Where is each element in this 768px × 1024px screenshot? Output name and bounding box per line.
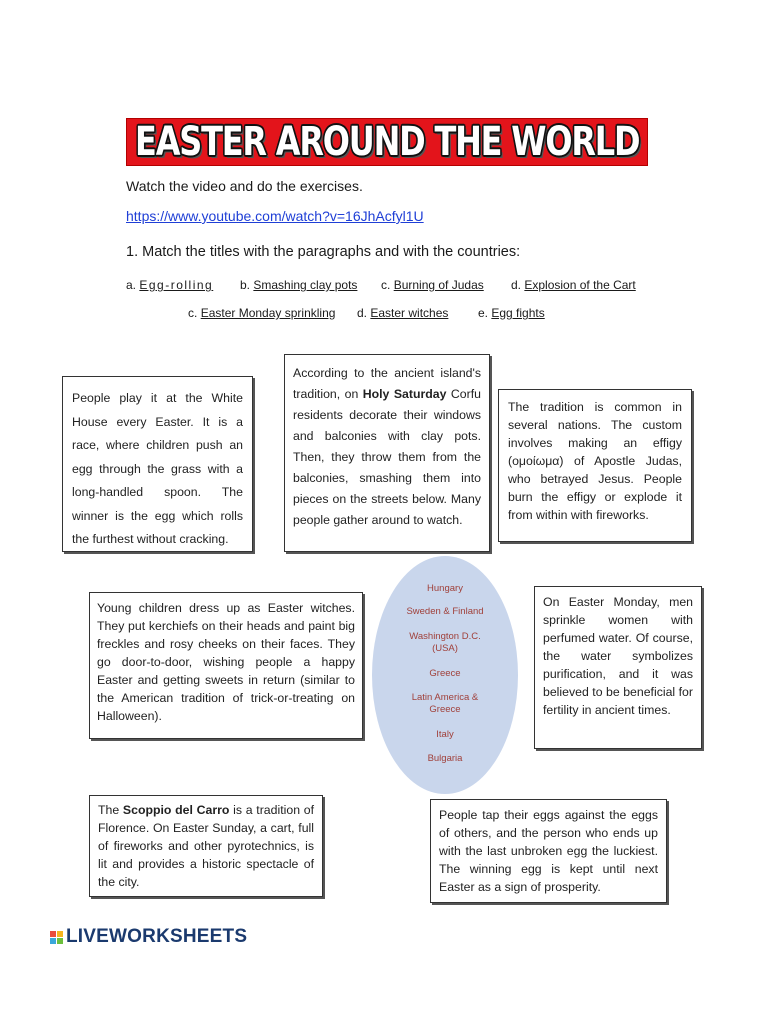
country-washington: Washington D.C. [409,631,481,642]
option-label-egg-rolling: Egg-rolling [139,278,214,292]
paragraph-text: The [98,803,123,817]
option-label-explosion-of-the-cart: Explosion of the Cart [524,278,636,292]
logo-text: LIVEWORKSHEETS [66,926,248,947]
video-link[interactable]: https://www.youtube.com/watch?v=16JhAcfyl1U [126,208,424,224]
option-label-easter-witches: Easter witches [370,306,449,320]
logo-square-icon [50,938,56,944]
country-greece: Greece [429,668,461,679]
paragraph-text: On Easter Monday, men sprinkle women with perfumed water. Of course, the water symbolizes purification, and it was believed to be beneficial for fertility in ancient times. [543,595,693,717]
country-latin-america: Latin America & [411,692,479,703]
question-1: 1. Match the titles with the paragraphs and with the countries: [126,244,521,260]
paragraph-box-easter-monday [534,586,702,749]
paragraph-text: People tap their eggs against the eggs of others, and the person who ends up with the last unbroken egg the luckiest. The winning egg is kept until next Easter as a sign of prosperity. [439,808,658,894]
country-greece-2: Greece [429,704,461,715]
paragraph-text: According to the ancient island's tradition, on [293,366,481,401]
paragraph-text: People play it at the White House every Easter. It is a race, where children push an egg through the grass with a long-handled spoon. The winner is the egg which rolls the furthest without cracking. [72,391,243,546]
option-label-egg-fights: Egg fights [491,306,545,320]
option-a: a. Egg-rolling [126,278,214,292]
option-c: c. Burning of Judas [381,278,484,292]
paragraph-text: Young children dress up as Easter witches. They put kerchiefs on their heads and paint big freckles and rosy cheeks on their faces. They go door-to-door, wishing people a happy Easter and getting sweets in return (similar to the American tradition of trick-or-treating on Halloween). [97,601,355,723]
paragraph-text: is a tradition of Florence. On Easter Sunday, a cart, full of fireworks and other pyrotechnics, is lit and provides a historic spectacle of the city. [98,803,315,889]
paragraph-text: Corfu residents decorate their windows and balconies with clay pots. Then, they throw them from the balconies, smashing them into pieces on the streets below. Many people gather around to watch. [293,387,481,527]
liveworksheets-logo [50,926,247,948]
logo-square-icon [50,931,56,937]
page-title: EASTER AROUND THE WORLD [134,119,640,165]
paragraph-bold: Holy Saturday [362,387,447,401]
country-usa: (USA) [432,643,458,654]
logo-square-icon [57,931,63,937]
country-hungary: Hungary [427,583,463,594]
logo-grid-icon [50,931,63,944]
option-b: b. Smashing clay pots [240,278,358,292]
option-label-burning-of-judas: Burning of Judas [393,278,484,292]
country-italy: Italy [436,729,454,740]
logo-square-icon [57,938,63,944]
paragraph-box-scoppio [89,795,323,897]
option-label-smashing-clay-pots: Smashing clay pots [253,278,358,292]
country-sweden-finland: Sweden & Finland [406,606,484,617]
paragraph-box-white-house [62,376,253,552]
option-c-2: c. Easter Monday sprinkling [188,306,336,320]
instructions: Watch the video and do the exercises. [126,178,363,194]
paragraph-box-witches [89,592,363,739]
paragraph-box-corfu [284,354,490,552]
title-banner [126,118,648,166]
option-e: e. Egg fights [478,306,545,320]
paragraph-bold: Scoppio del Carro [122,803,230,817]
country-bulgaria: Bulgaria [427,753,463,764]
paragraph-text: The tradition is common in several nations. The custom involves making an effigy (ομοίωμα) of Apostle Judas, who betrayed Jesus. People burn the effigy or explode it from within with fireworks. [508,400,682,522]
option-d-2: d. Easter witches [357,306,449,320]
option-label-easter-monday-sprinkling: Easter Monday sprinkling [200,306,336,320]
paragraph-box-judas [498,389,692,542]
paragraph-box-egg-fights [430,799,667,903]
option-d: d. Explosion of the Cart [511,278,636,292]
